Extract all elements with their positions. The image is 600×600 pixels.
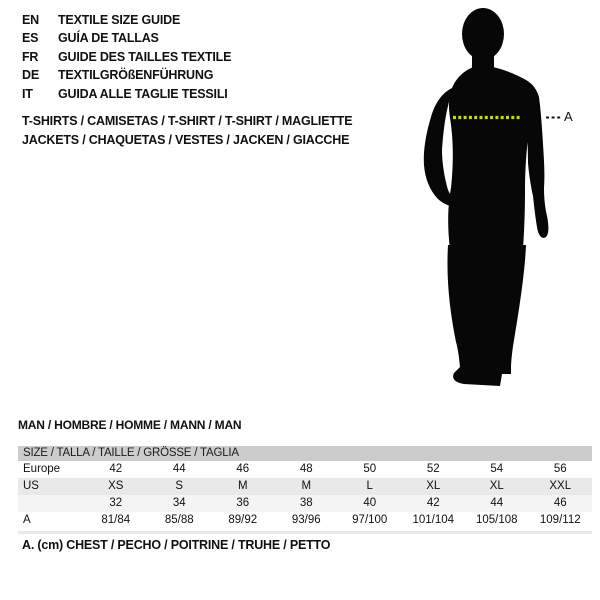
- measurement-footnote: A. (cm) CHEST / PECHO / POITRINE / TRUHE / PETTO: [22, 538, 331, 552]
- size-cell: 48: [299, 463, 313, 475]
- size-cell: 50: [363, 463, 377, 475]
- size-row-chest-a: [18, 512, 592, 529]
- row-label: US: [23, 480, 39, 492]
- table-bottom-bar: [18, 531, 592, 534]
- size-cell: XL: [489, 480, 504, 492]
- language-code: IT: [22, 86, 33, 101]
- size-cell: XS: [108, 480, 124, 492]
- size-cell: 36: [236, 497, 250, 509]
- size-cell: M: [301, 480, 312, 492]
- row-label: Europe: [23, 463, 61, 475]
- size-cell: 85/88: [164, 514, 194, 526]
- man-body: [424, 8, 549, 386]
- size-cell: 89/92: [228, 514, 258, 526]
- language-code: DE: [22, 68, 39, 83]
- language-row-it: [22, 85, 231, 103]
- size-cell: XXL: [549, 480, 572, 492]
- size-cell: S: [175, 480, 184, 492]
- size-cell: 105/108: [475, 514, 518, 526]
- language-title-block: [22, 11, 231, 103]
- size-cell: 81/84: [101, 514, 131, 526]
- size-cell: 42: [109, 463, 123, 475]
- size-cell: 46: [553, 497, 567, 509]
- size-cell: 38: [299, 497, 313, 509]
- size-cell: 44: [490, 497, 504, 509]
- size-cell: 54: [490, 463, 504, 475]
- size-cell: 32: [109, 497, 123, 509]
- row-label: [18, 495, 84, 512]
- section-title-man: MAN / HOMBRE / HOMME / MANN / MAN: [18, 418, 242, 432]
- size-cell: 42: [426, 497, 440, 509]
- measure-label-a: A: [564, 109, 573, 124]
- size-row-numeric: [18, 495, 592, 512]
- size-cell: M: [237, 480, 248, 492]
- size-row-europe: [18, 461, 592, 478]
- size-cell: 52: [426, 463, 440, 475]
- category-tshirts: T-SHIRTS / CAMISETAS / T-SHIRT / T-SHIRT / MAGLIETTE: [22, 114, 353, 128]
- language-code: EN: [22, 13, 39, 27]
- size-cell: XL: [426, 480, 441, 492]
- size-cell: L: [366, 480, 373, 492]
- language-row-de: [22, 66, 231, 84]
- size-cell: 97/100: [352, 514, 388, 526]
- size-cell: 93/96: [291, 514, 321, 526]
- size-row-us: [18, 478, 592, 495]
- size-cell: 56: [553, 463, 567, 475]
- size-table: [18, 446, 592, 534]
- language-row-fr: [22, 48, 231, 66]
- language-code: ES: [22, 31, 39, 46]
- category-jackets: JACKETS / CHAQUETAS / VESTES / JACKEN / GIACCHE: [22, 133, 350, 147]
- man-silhouette: [390, 0, 600, 400]
- language-label: TEXTILGRÖßENFÜHRUNG: [58, 68, 214, 83]
- size-cell: 46: [236, 463, 250, 475]
- row-label: A: [23, 514, 31, 526]
- silhouette-right-arm: [525, 80, 548, 238]
- size-cell: 109/112: [539, 514, 581, 526]
- size-cell: 101/104: [412, 514, 455, 526]
- silhouette-legs: [447, 245, 526, 386]
- garment-categories: [22, 112, 352, 150]
- language-label: TEXTILE SIZE GUIDE: [58, 13, 181, 27]
- size-cell: 34: [172, 497, 186, 509]
- size-cell: 40: [363, 497, 377, 509]
- language-label: GUÍA DE TALLAS: [58, 31, 159, 46]
- language-label: GUIDA ALLE TAGLIE TESSILI: [58, 86, 228, 101]
- size-table-header: SIZE / TALLA / TAILLE / GRÖSSE / TAGLIA: [18, 446, 592, 461]
- language-label: GUIDE DES TAILLES TEXTILE: [58, 49, 232, 64]
- language-row-es: [22, 29, 231, 47]
- language-row-en: [22, 11, 231, 29]
- language-code: FR: [22, 49, 39, 64]
- size-cell: 44: [172, 463, 186, 475]
- silhouette-torso: [448, 65, 537, 250]
